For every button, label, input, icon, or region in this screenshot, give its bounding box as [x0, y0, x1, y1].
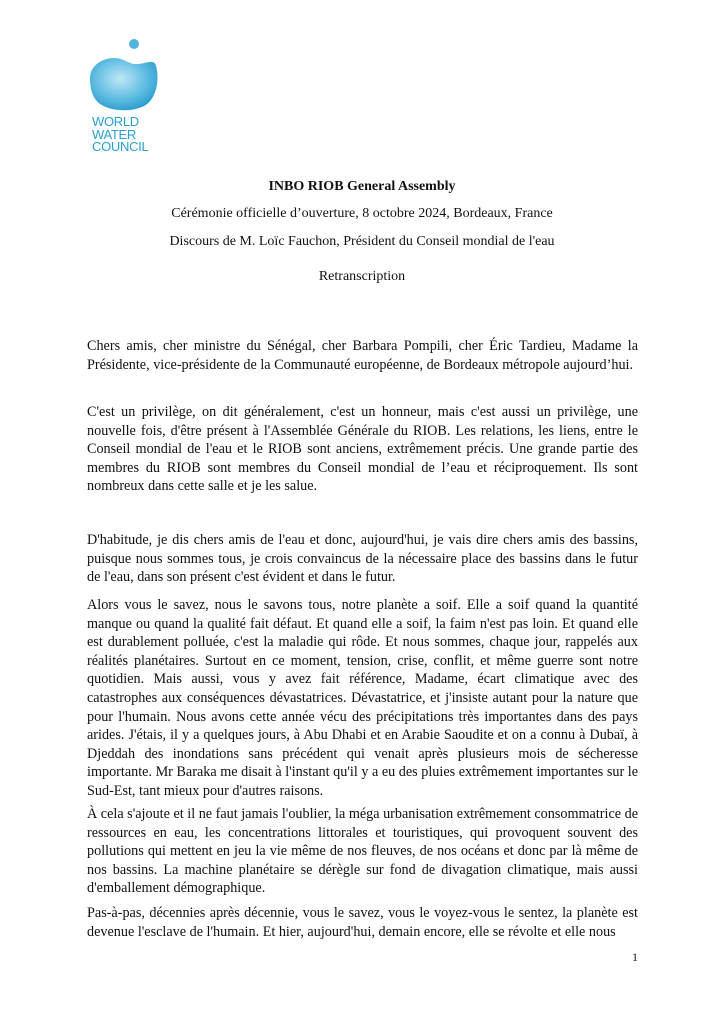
document-title: INBO RIOB General Assembly: [268, 179, 456, 194]
event-subtitle: Cérémonie officielle d’ouverture, 8 octobre 2024, Bordeaux, France: [171, 206, 553, 221]
paragraph: Chers amis, cher ministre du Sénégal, cher Barbara Pompili, cher Éric Tardieu, Madame la Présidente, vice-présidente de la Communauté européenne, de Bordeaux métropole aujourd’hui.: [87, 338, 638, 373]
logo-line-council: COUNCIL: [92, 139, 149, 154]
paragraph: À cela s'ajoute et il ne faut jamais l'oublier, la méga urbanisation extrêmement consommatrice de ressources en eau, les concentrations littorales et touristiques, qui provoquent souvent des pollutions qui mettent en jeu la vie même de nos fleuves, de nos océans et donc par là même de nos bassins. La machine planétaire se dérègle sur fond de divagation climatique, mais aussi d'emballement démographique.: [87, 806, 638, 897]
page-number: 1: [632, 950, 638, 964]
document-label: Retranscription: [318, 269, 406, 284]
logo-line-water: WATER: [92, 126, 136, 142]
paragraph: D'habitude, je dis chers amis de l'eau et donc, aujourd'hui, je vais dire chers amis des bassins, puisque nous sommes tous, je crois convaincus de la nécessaire place des bassins dans le futur de l'eau, dans son présent c'est évident et dans le futur.: [87, 532, 638, 586]
logo-wordmark: [92, 116, 148, 154]
logo-line-world: WORLD: [92, 114, 139, 129]
paragraph: C'est un privilège, on dit généralement, c'est un honneur, mais c'est aussi un privilège, une nouvelle fois, d'être présent à l'Assemblée Générale du RIOB. Les relations, les liens, entre le Conseil mondial de l'eau et le RIOB sont anciens, extrêmement précis. Une grande partie des membres du RIOB sont membres du Conseil mondial de l’eau et réciproquement. Ils sont nombreux dans cette salle et je les salue.: [87, 404, 638, 495]
paragraph: Alors vous le savez, nous le savons tous, notre planète a soif. Elle a soif quand la quantité manque ou quand la qualité fait défaut. Et quand elle a soif, la faim n'est pas loin. Et quand elle est durablement polluée, c'est la maladie qui rôde. Et nous sommes, chaque jour, rappelés aux réalités planétaires. Surtout en ce moment, tension, crise, conflit, et même guerre sont notre quotidien. Mais aussi, vous y avez fait référence, Madame, écart climatique avec des catastrophes aux conséquences dévastatrices. Dévastatrice, et j'insiste autant pour la nature que pour l'humain. Nous avons cette année vécu des précipitations très importantes dans des pays arides. J'étais, il y a quelques jours, à Abu Dhabi et en Arabie Saoudite et on a connu à Dubaï, à Djeddah des inondations sans précédent qui venait après plusieurs mois de sécheresse importante. Mr Baraka me disait à l'instant qu'il y a eu des pluies extrêmement importantes sur le Sud-Est, tant mieux pour d'autres raisons.: [87, 597, 638, 799]
paragraph: Pas-à-pas, décennies après décennie, vous le savez, vous le voyez-vous le sentez, la planète est devenue l'esclave de l'humain. Et hier, aujourd'hui, demain encore, elle se révolte et elle nous: [87, 905, 638, 940]
speech-attribution: Discours de M. Loïc Fauchon, Président du Conseil mondial de l'eau: [169, 234, 555, 249]
